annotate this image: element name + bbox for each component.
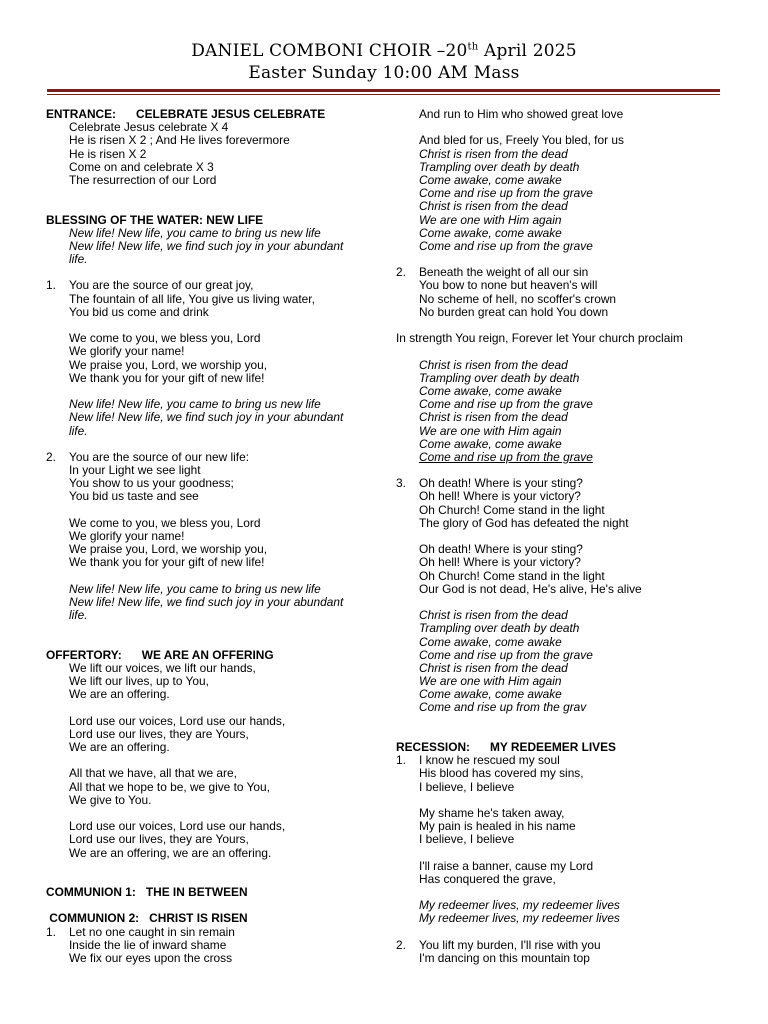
lyric-line: You bow to none but heaven's will — [419, 278, 598, 293]
section-label: ENTRANCE: — [46, 107, 117, 121]
lyric-line: I believe, I believe — [419, 832, 515, 847]
lyric-line: Lord use our lives, they are Yours, — [69, 726, 249, 741]
verse-number-line — [46, 279, 386, 292]
blank-line — [396, 715, 726, 728]
blank-line — [46, 622, 386, 635]
lyric-line: He is risen X 2 ; And He lives forevermore — [69, 133, 290, 148]
refrain-line: New life! New life, you came to bring us new life — [69, 225, 321, 240]
lyric-line: I believe, I believe — [419, 779, 515, 794]
verse-number-line — [46, 926, 386, 939]
lyric-line: We lift our voices, we lift our hands, — [69, 660, 256, 675]
section-label: COMMUNION 1: — [46, 885, 136, 900]
lyric-text: You are the source of our new life: — [69, 449, 250, 464]
section-label: OFFERTORY: — [46, 647, 122, 662]
blank-line — [46, 570, 386, 583]
section-heading — [46, 886, 386, 899]
lyric-line: No burden great can hold You down — [419, 304, 609, 319]
lyric-line: Oh death! Where is your sting? — [419, 542, 583, 557]
verse-number-line — [46, 451, 386, 464]
blank-line — [396, 794, 726, 807]
verse-number-line — [396, 754, 726, 767]
refrain-line: Come awake, come awake — [419, 383, 562, 398]
song-title: CHRIST IS RISEN — [149, 911, 248, 926]
lyric-line: Lord use our voices, Lord use our hands, — [69, 713, 286, 728]
blank-line — [46, 701, 386, 714]
verse-number: 1. — [396, 753, 406, 768]
refrain-line: Come awake, come awake — [419, 172, 562, 187]
lyric-line: Oh hell! Where is your victory? — [419, 489, 581, 504]
lyric-line: And run to Him who showed great love — [419, 107, 624, 121]
song-title: MY REDEEMER LIVES — [490, 740, 616, 754]
refrain-line: Come and rise up from the grave — [419, 186, 593, 201]
lyric-text: Beneath the weight of all our sin — [419, 265, 589, 280]
underlined-text: Come and rise up from the grave — [419, 449, 593, 464]
lyric-line: Has conquered the grave, — [419, 871, 556, 886]
refrain-line: Christ is risen from the dead — [419, 357, 568, 372]
refrain-line: Trampling over death by death — [419, 621, 580, 636]
lyric-line: My shame he's taken away, — [419, 805, 565, 820]
lyric-text: Let no one caught in sin remain — [69, 924, 235, 939]
page-header — [0, 40, 768, 84]
section-heading — [46, 649, 386, 662]
lyric-line: Celebrate Jesus celebrate X 4 — [69, 120, 229, 135]
lyric-text: I know he rescued my soul — [419, 753, 560, 768]
page-title: DANIEL COMBONI CHOIR –20th April 2025 — [191, 41, 577, 61]
lyric-line: Lord use our lives, they are Yours, — [69, 832, 249, 847]
refrain-line: life. — [69, 252, 88, 267]
lyric-line: I'm dancing on this mountain top — [419, 951, 590, 965]
lyric-line: We give to You. — [69, 792, 152, 807]
refrain-line: Christ is risen from the dead — [419, 410, 568, 425]
lyric-line: We praise you, Lord, we worship you, — [69, 357, 268, 372]
refrain-line: We are one with Him again — [419, 212, 562, 227]
verse-number: 3. — [396, 476, 406, 491]
song-title: WE ARE AN OFFERING — [141, 647, 274, 662]
lyric-line: The resurrection of our Lord — [69, 172, 217, 187]
header-divider-thin — [47, 94, 720, 95]
section-label: BLESSING OF THE WATER: NEW LIFE — [46, 212, 264, 227]
lyric-line: Lord use our voices, Lord use our hands, — [69, 819, 286, 834]
lyric-line: I'll raise a banner, cause my Lord — [419, 858, 594, 873]
verse-number-line — [396, 266, 726, 279]
lyric-line: Our God is not dead, He's alive, He's alive — [419, 581, 642, 596]
blank-line — [46, 860, 386, 873]
refrain-line: We are one with Him again — [419, 423, 562, 438]
refrain-line: New life! New life, we find such joy in your abundant — [69, 238, 344, 253]
refrain-line: Come and rise up from the grav — [419, 700, 587, 715]
verse-number-line — [396, 939, 726, 952]
lyric-line: Come on and celebrate X 3 — [69, 159, 214, 174]
lyric-line: Oh hell! Where is your victory? — [419, 555, 581, 570]
blank-line — [396, 345, 726, 358]
lyric-line: In your Light we see light — [69, 463, 201, 478]
verse-number: 1. — [46, 278, 56, 293]
lyric-line: We are an offering. — [69, 687, 170, 702]
lyric-line: No scheme of hell, no scoffer's crown — [419, 291, 617, 306]
refrain-line: Trampling over death by death — [419, 159, 580, 174]
refrain-line: Christ is risen from the dead — [419, 199, 568, 214]
verse-number: 2. — [396, 937, 406, 952]
lyric-line: We praise you, Lord, we worship you, — [69, 542, 268, 557]
left-column — [46, 108, 386, 965]
verse-number: 1. — [46, 924, 56, 939]
lyric-line: We come to you, we bless you, Lord — [69, 515, 261, 530]
lyric-line: Inside the lie of inward shame — [69, 937, 227, 952]
lyric-line: We glorify your name! — [69, 529, 185, 543]
refrain-line: Come awake, come awake — [419, 634, 562, 649]
refrain-line: Come and rise up from the grave — [419, 397, 593, 412]
lyric-line: And bled for us, Freely You bled, for us — [419, 133, 624, 148]
page-subtitle: Easter Sunday 10:00 AM Mass — [248, 63, 520, 83]
refrain-line: My redeemer lives, my redeemer lives — [419, 898, 620, 913]
lyric-line: All that we have, all that we are, — [69, 766, 237, 781]
header-divider-thick — [47, 89, 720, 92]
lyric-line: My pain is healed in his name — [419, 819, 576, 834]
lyric-line: We lift our lives, up to You, — [69, 674, 209, 689]
refrain-line: Christ is risen from the dead — [419, 608, 568, 623]
lyric-line: You bid us taste and see — [69, 489, 199, 504]
song-title: CELEBRATE JESUS CELEBRATE — [136, 107, 326, 121]
lyric-line: He is risen X 2 — [69, 146, 147, 161]
lyric-line: You show to us your goodness; — [69, 476, 234, 491]
refrain-line: New life! New life, you came to bring us new life — [69, 397, 321, 412]
refrain-line: life. — [69, 423, 88, 438]
refrain-line: We are one with Him again — [419, 674, 562, 689]
refrain-line: Christ is risen from the dead — [419, 146, 568, 161]
lyric-line: His blood has covered my sins, — [419, 766, 584, 781]
blank-line — [46, 187, 386, 200]
refrain-line: life. — [69, 608, 88, 623]
section-label: RECESSION: — [396, 740, 470, 754]
refrain-line: New life! New life, we find such joy in your abundant — [69, 410, 344, 425]
lyric-line: The fountain of all life, You give us living water, — [69, 291, 315, 306]
lyric-line: We fix our eyes upon the cross — [69, 951, 233, 965]
lyric-line-flush: In strength You reign, Forever let Your church proclaim — [396, 331, 683, 346]
refrain-line: Come awake, come awake — [419, 225, 562, 240]
refrain-line: Come and rise up from the grave — [419, 647, 593, 662]
refrain-line: Come and rise up from the grave — [419, 238, 593, 253]
lyric-line: We are an offering. — [69, 740, 170, 754]
refrain-line: Come awake, come awake — [419, 436, 562, 451]
refrain-line: New life! New life, we find such joy in your abundant — [69, 594, 344, 609]
refrain-line: My redeemer lives, my redeemer lives — [419, 911, 620, 926]
verse-number: 2. — [46, 449, 56, 464]
lyric-text: You are the source of our great joy, — [69, 278, 254, 293]
refrain-line: New life! New life, you came to bring us new life — [69, 581, 321, 596]
lyric-line: We are an offering, we are an offering. — [69, 845, 272, 860]
lyric-line: We glorify your name! — [69, 344, 185, 359]
lyric-text: You lift my burden, I'll rise with you — [419, 937, 601, 952]
section-heading — [46, 214, 386, 227]
lyric-line: Oh Church! Come stand in the light — [419, 568, 605, 583]
lyric-line: Oh Church! Come stand in the light — [419, 502, 605, 517]
lyric-line: We come to you, we bless you, Lord — [69, 331, 261, 346]
refrain-line: Come awake, come awake — [419, 687, 562, 702]
blank-line — [396, 847, 726, 860]
verse-number: 2. — [396, 265, 406, 280]
lyric-line: You bid us come and drink — [69, 304, 209, 319]
lyric-line: The glory of God has defeated the night — [419, 515, 629, 530]
right-column — [396, 108, 726, 965]
song-title: THE IN BETWEEN — [145, 885, 248, 900]
refrain-line: Trampling over death by death — [419, 370, 580, 385]
lyric-line: We thank you for your gift of new life! — [69, 370, 265, 385]
refrain-line: Christ is risen from the dead — [419, 660, 568, 675]
section-label: COMMUNION 2: — [46, 911, 140, 926]
lyric-line: We thank you for your gift of new life! — [69, 555, 265, 570]
lyric-line: All that we hope to be, we give to You, — [69, 779, 270, 794]
refrain-line — [396, 451, 726, 464]
lyric-text: Oh death! Where is your sting? — [419, 476, 583, 491]
verse-number-line — [396, 477, 726, 490]
blank-line — [46, 504, 386, 517]
